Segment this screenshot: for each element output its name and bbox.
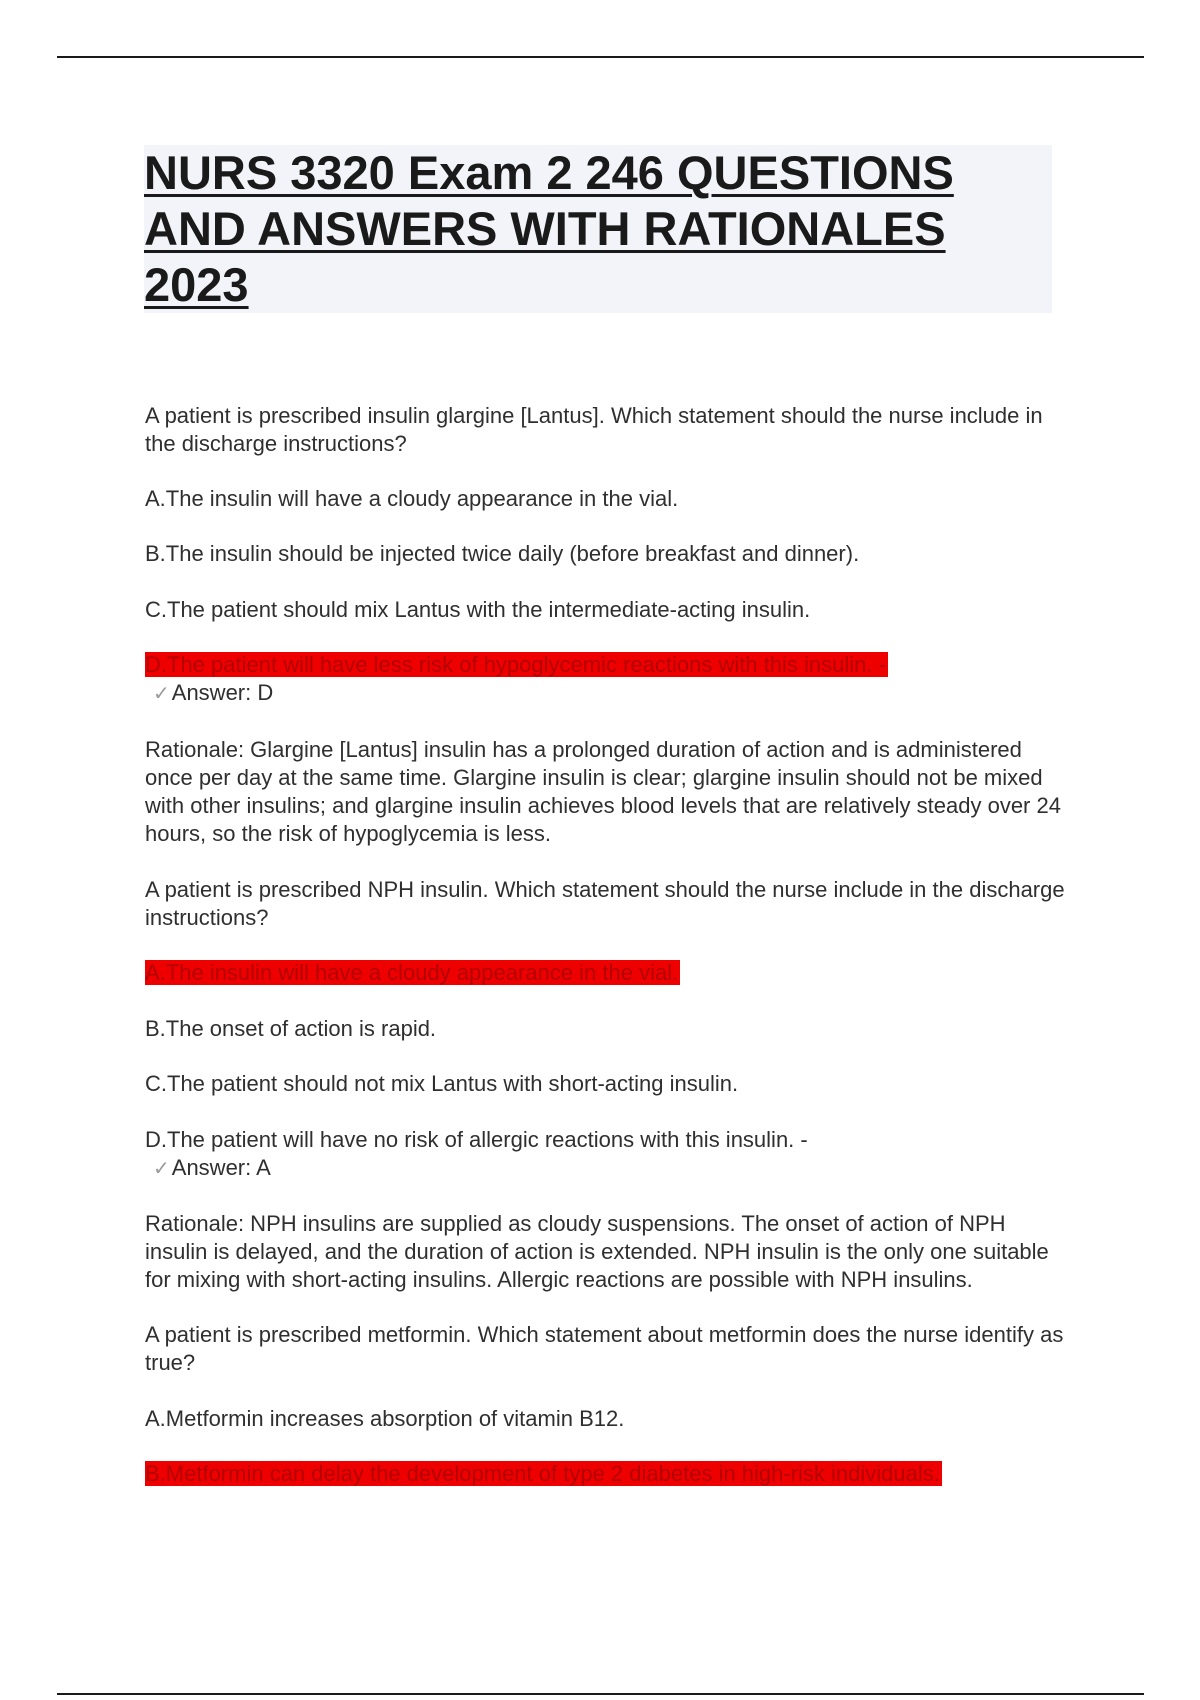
question-1-option-b: B.The insulin should be injected twice daily (before breakfast and dinner). (145, 541, 860, 566)
question-1-option-d (145, 651, 1065, 679)
question-2-option-c: C.The patient should not mix Lantus with short-acting insulin. (145, 1071, 739, 1096)
highlighted-answer: A.The insulin will have a cloudy appearance in the vial. (145, 960, 679, 985)
question-2-rationale: Rationale: NPH insulins are supplied as cloudy suspensions. The onset of action of NPH insulin is delayed, and the duration of action is extended. NPH insulin is the only one suitable for mixing with short-acting insulins. Allergic reactions are possible with NPH insulins. (145, 1211, 1049, 1292)
question-2-answer (145, 1154, 1065, 1183)
question-2-option-a (145, 959, 1065, 987)
question-2-option-d: D.The patient will have no risk of allergic reactions with this insulin. - (145, 1127, 808, 1152)
question-1-answer (145, 679, 1065, 708)
question-1-option-a: A.The insulin will have a cloudy appearance in the vial. (145, 486, 679, 511)
title-block (144, 145, 1052, 313)
highlighted-answer: B.Metformin can delay the development of type 2 diabetes in high-risk individuals. (145, 1461, 940, 1486)
question-3-option-b (145, 1460, 1065, 1488)
document-body (145, 402, 1065, 1488)
question-1-stem: A patient is prescribed insulin glargine [Lantus]. Which statement should the nurse include in the discharge instructions? (145, 403, 1043, 456)
question-3-option-a: A.Metformin increases absorption of vitamin B12. (145, 1406, 625, 1431)
document-title: NURS 3320 Exam 2 246 QUESTIONS AND ANSWERS WITH RATIONALES 2023 (144, 146, 954, 311)
checkmark-icon: ✓ (153, 683, 170, 705)
bottom-rule (57, 1693, 1144, 1695)
question-1-rationale: Rationale: Glargine [Lantus] insulin has a prolonged duration of action and is administered once per day at the same time. Glargine insulin is clear; glargine insulin should not be mixed with other insulins; and glargine insulin achieves blood levels that are relatively steady over 24 hours, so the risk of hypoglycemia is less. (145, 737, 1061, 846)
answer-text: Answer: A (171, 1155, 271, 1180)
question-3-stem: A patient is prescribed metformin. Which statement about metformin does the nurse identify as true? (145, 1322, 1064, 1375)
top-rule (57, 56, 1144, 58)
question-2-option-b: B.The onset of action is rapid. (145, 1016, 437, 1041)
checkmark-icon: ✓ (153, 1158, 170, 1180)
answer-text: Answer: D (171, 680, 274, 705)
question-2-stem: A patient is prescribed NPH insulin. Which statement should the nurse include in the discharge instructions? (145, 877, 1065, 930)
highlighted-answer: D.The patient will have less risk of hypoglycemic reactions with this insulin. - (145, 652, 886, 677)
question-1-option-c: C.The patient should mix Lantus with the intermediate-acting insulin. (145, 597, 811, 622)
